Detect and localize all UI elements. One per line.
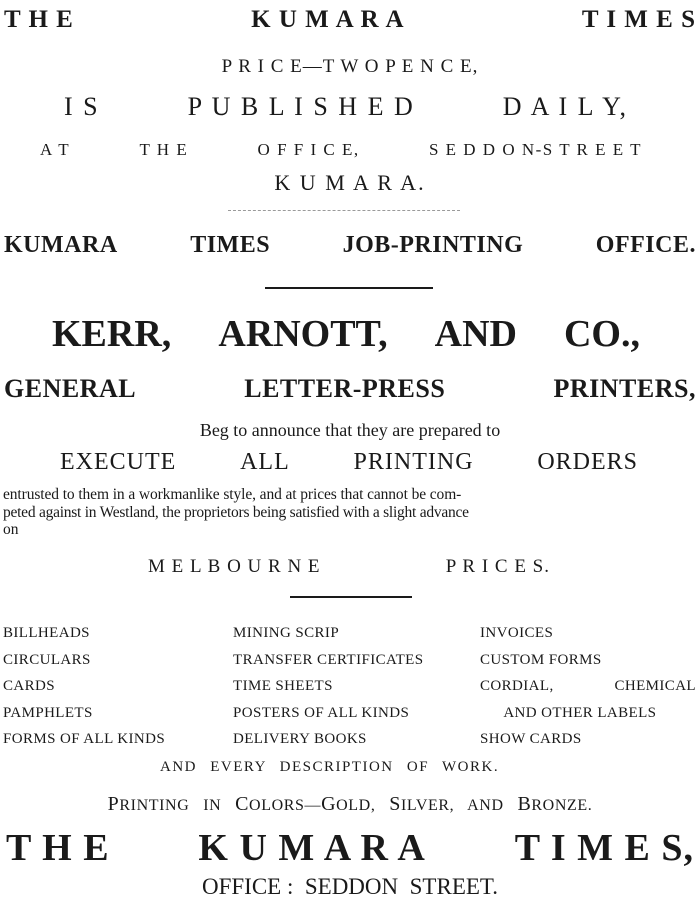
trade-word-general: GENERAL	[4, 374, 137, 403]
office-address-line	[40, 140, 642, 160]
firm-word-and: AND	[434, 313, 517, 355]
footer-office-line: OFFICE : SEDDON STREET.	[201, 874, 499, 899]
heading-word-office: OFFICE.	[595, 232, 696, 258]
firm-word-arnott: ARNOTT,	[218, 313, 388, 355]
execute-word-all: ALL	[240, 449, 290, 475]
faint-divider	[228, 210, 460, 211]
footer-word-the: T H E	[6, 827, 110, 869]
announce-line: Beg to announce that they are prepared to	[199, 420, 501, 440]
service-item: INVOICES	[480, 625, 554, 641]
prices-word-melbourne: M E L B O U R N E	[148, 556, 321, 577]
masthead-word-the: T H E	[4, 6, 74, 33]
execute-line	[60, 449, 638, 476]
masthead-word-kumara: K U M A R A	[251, 6, 405, 33]
address-word-at: A T	[40, 140, 71, 159]
colors-word-in: IN	[203, 797, 222, 814]
colors-word-colors: COLORS—	[235, 793, 322, 815]
job-printing-heading	[4, 232, 696, 259]
published-daily-line	[64, 92, 628, 122]
firm-name	[52, 312, 640, 356]
trade-word-printers: PRINTERS,	[553, 374, 696, 403]
service-item: TRANSFER CERTIFICATES	[233, 651, 424, 668]
body-line: peted against in Westland, the proprietors being satisfied with a slight advance	[3, 503, 469, 521]
section-divider-2	[290, 596, 412, 598]
address-word-the: T H E	[139, 140, 189, 159]
firm-word-co: CO.,	[563, 313, 640, 355]
masthead-title	[4, 6, 696, 34]
footer-word-times: T I M E S,	[514, 827, 694, 869]
service-item-pair	[480, 673, 696, 700]
published-word-daily: D A I L Y,	[502, 92, 628, 121]
service-item: PAMPHLETS	[3, 704, 93, 721]
colors-word-printing: PRINTING	[107, 793, 190, 815]
execute-word-printing: PRINTING	[353, 449, 474, 475]
execute-word-execute: EXECUTE	[60, 449, 177, 475]
service-item: BILLHEADS	[3, 625, 90, 641]
service-item: AND OTHER LABELS	[500, 704, 657, 721]
heading-word-job-printing: JOB-PRINTING	[342, 232, 524, 258]
service-item: CARDS	[3, 678, 56, 694]
address-word-street: S E D D O N-S T R E E T	[428, 140, 642, 159]
colors-word-silver: SILVER,	[389, 793, 455, 815]
town-line: K U M A R A.	[274, 170, 426, 195]
service-item: CHEMICAL	[614, 678, 696, 694]
execute-word-orders: ORDERS	[537, 449, 638, 475]
address-word-office: O F F I C E,	[257, 140, 360, 159]
firm-word-kerr: KERR,	[52, 313, 172, 355]
colors-word-bronze: BRONZE.	[517, 793, 593, 815]
service-item: CUSTOM FORMS	[480, 651, 602, 668]
colors-word-gold: GOLD,	[321, 793, 376, 815]
footer-word-kumara: K U M A R A	[198, 827, 426, 869]
service-item: MINING SCRIP	[233, 625, 340, 641]
services-column-2	[233, 620, 423, 753]
melbourne-prices-line	[148, 556, 550, 578]
heading-word-times: TIMES	[190, 232, 271, 258]
service-item: SHOW CARDS	[480, 731, 582, 747]
footer-title	[6, 826, 694, 870]
body-line: on	[3, 521, 19, 538]
price-line: P R I C E—T W O P E N C E,	[221, 56, 479, 77]
service-item: TIME SHEETS	[233, 678, 333, 694]
printing-in-colors-line	[0, 793, 700, 816]
service-item: FORMS OF ALL KINDS	[3, 731, 166, 747]
service-item: POSTERS OF ALL KINDS	[233, 704, 410, 721]
service-item: CORDIAL,	[480, 678, 554, 694]
body-line: entrusted to them in a workmanlike style, and at prices that cannot be com-	[3, 486, 462, 503]
colors-word-and: AND	[467, 797, 504, 814]
section-divider-1	[265, 287, 433, 289]
published-word-published: P U B L I S H E D	[187, 92, 415, 121]
services-column-1	[3, 620, 165, 753]
every-description-line: AND EVERY DESCRIPTION OF WORK.	[160, 759, 500, 775]
published-word-is: I S	[64, 92, 100, 121]
service-item: DELIVERY BOOKS	[233, 731, 367, 747]
trade-word-letter-press: LETTER-PRESS	[244, 374, 446, 403]
service-item: CIRCULARS	[3, 651, 91, 668]
body-paragraph	[3, 486, 697, 539]
masthead-word-times: T I M E S	[581, 6, 696, 33]
heading-word-kumara: KUMARA	[4, 232, 118, 258]
prices-word-prices: P R I C E S.	[445, 556, 550, 577]
trade-line	[4, 374, 696, 404]
services-column-3	[480, 620, 696, 753]
